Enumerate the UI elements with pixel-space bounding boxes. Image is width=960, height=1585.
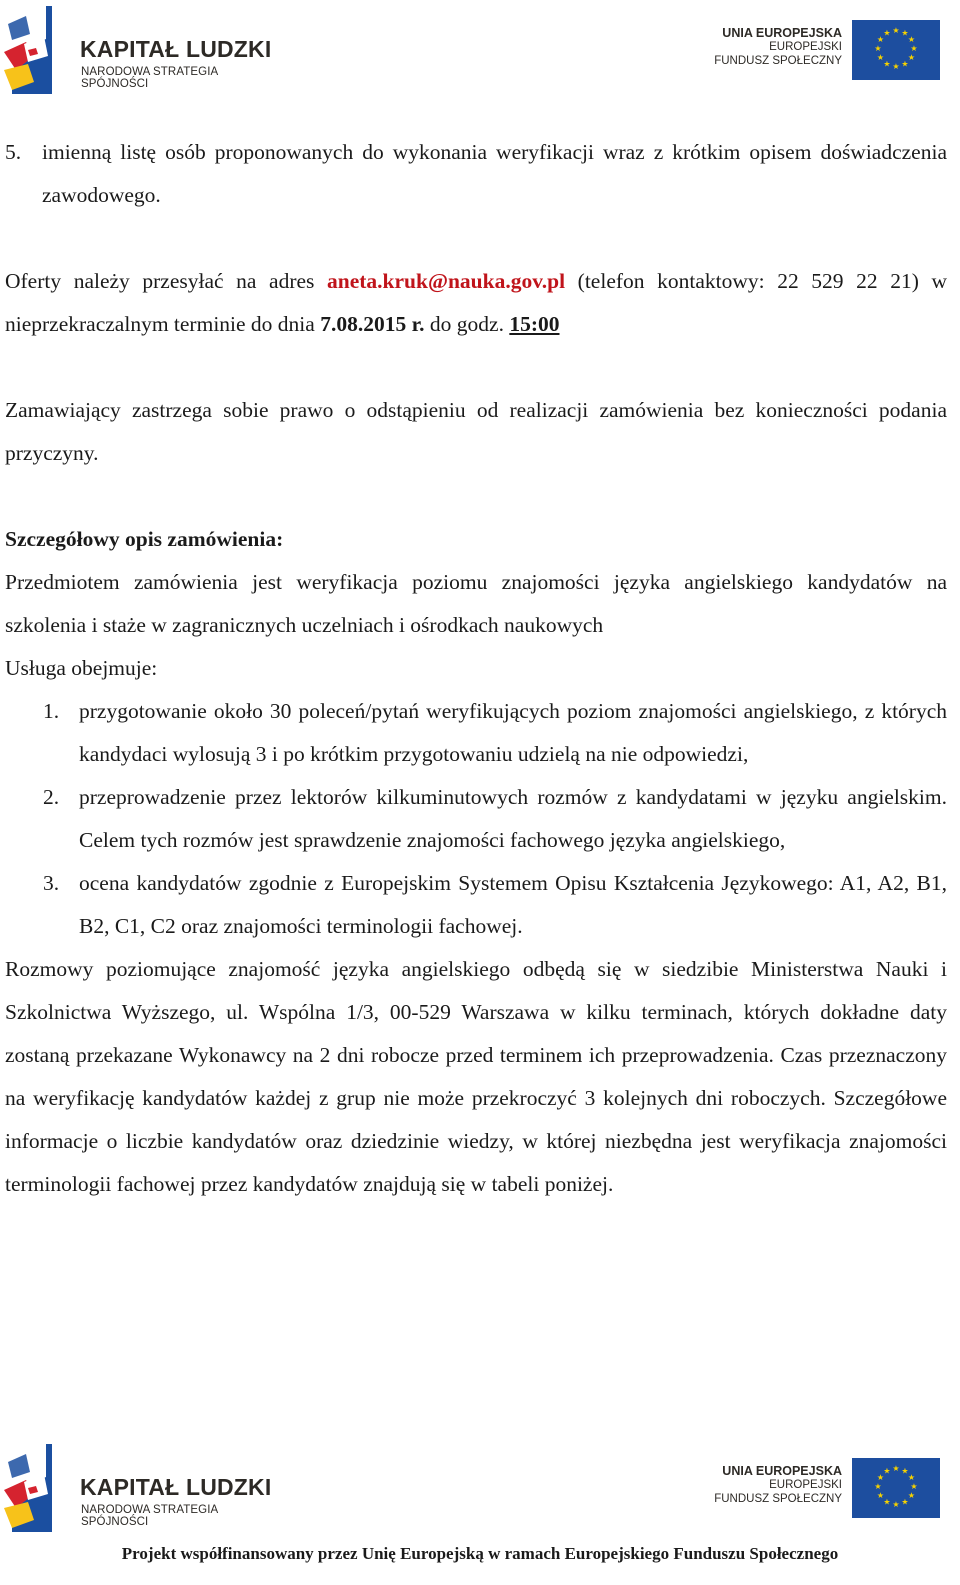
- service-label: Usługa obejmuje:: [5, 656, 158, 680]
- eu-logo-line1: UNIA EUROPEJSKA: [722, 1464, 842, 1478]
- page-footer-logos: [0, 1438, 960, 1538]
- service-item-number: 3.: [43, 871, 60, 895]
- eu-logo-line3: FUNDUSZ SPOŁECZNY: [714, 55, 842, 67]
- svg-text:★: ★: [892, 1500, 900, 1509]
- subject-paragraph: Przedmiotem zamówienia jest weryfikacja poziomu znajomości języka angielskiego kandydatów na szkolenia i staże w zagranicznych uczelniach i ośrodkach naukowych: [5, 570, 947, 637]
- offers-middle: (telefon kontaktowy: 22 529 22 21) w nieprzekraczalnym terminie do dnia: [5, 269, 947, 336]
- svg-text:★: ★: [883, 1497, 891, 1507]
- service-item-text: przygotowanie około 30 poleceń/pytań weryfikujących poziom znajomości angielskiego, z których kandydaci wylosują 3 i po krótkim przygotowaniu udzielą na nie odpowiedzi,: [79, 699, 947, 766]
- offers-paragraph: [5, 260, 947, 346]
- service-item-2: [5, 776, 947, 862]
- kapital-ludzki-emblem-icon: [4, 4, 80, 94]
- svg-text:★: ★: [892, 1464, 900, 1473]
- service-item-text: przeprowadzenie przez lektorów kilkuminutowych rozmów z kandydatami w języku angielskim. Celem tych rozmów jest sprawdzenie znajomości fachowego języka angielskiego,: [79, 785, 947, 852]
- service-item-number: 1.: [43, 699, 60, 723]
- svg-text:★: ★: [907, 35, 916, 44]
- svg-text:★: ★: [876, 35, 885, 44]
- list-item-5: [5, 131, 947, 217]
- eu-logo: [712, 1458, 940, 1518]
- list-item-text: imienną listę osób proponowanych do wykonania weryfikacji wraz z krótkim opisem doświadczenia zawodowego.: [42, 140, 947, 207]
- reservation-paragraph: Zamawiający zastrzega sobie prawo o odstąpieniu od realizacji zamówienia bez konieczności podania przyczyny.: [5, 398, 947, 465]
- kapital-ludzki-title: KAPITAŁ LUDZKI: [80, 36, 272, 62]
- svg-text:★: ★: [901, 1466, 909, 1476]
- service-item-number: 2.: [43, 785, 60, 809]
- cofinancing-note: Projekt współfinansowany przez Unię Europejską w ramach Europejskiego Funduszu Społecznego: [121, 1544, 839, 1563]
- svg-text:★: ★: [876, 1491, 885, 1500]
- contact-email-link[interactable]: aneta.kruk@nauka.gov.pl: [327, 269, 566, 293]
- eu-logo-line2: EUROPEJSKI: [769, 1479, 842, 1491]
- svg-text:★: ★: [892, 26, 900, 35]
- kapital-ludzki-subtitle: NARODOWA STRATEGIA SPÓJNOŚCI: [81, 66, 218, 90]
- eu-flag-icon: [852, 20, 940, 80]
- service-item-text: ocena kandydatów zgodnie z Europejskim Systemem Opisu Kształcenia Językowego: A1, A2, B1, B2, C1, C2 oraz znajomości terminologii fachowej.: [79, 871, 947, 938]
- kapital-ludzki-subtitle: NARODOWA STRATEGIA SPÓJNOŚCI: [81, 1504, 218, 1528]
- svg-text:★: ★: [876, 53, 885, 62]
- svg-text:★: ★: [907, 1473, 916, 1482]
- document-body: [5, 131, 947, 1206]
- svg-text:★: ★: [883, 1466, 891, 1476]
- kapital-ludzki-emblem-icon: [4, 1442, 80, 1532]
- service-item-1: [5, 690, 947, 776]
- svg-text:★: ★: [874, 44, 882, 53]
- svg-text:★: ★: [910, 1482, 918, 1491]
- details-heading: Szczegółowy opis zamówienia:: [5, 527, 284, 551]
- svg-text:★: ★: [876, 1473, 885, 1482]
- svg-text:★: ★: [874, 1482, 882, 1491]
- eu-logo-line1: UNIA EUROPEJSKA: [722, 26, 842, 40]
- svg-text:★: ★: [901, 1497, 909, 1507]
- kapital-ludzki-logo: [4, 1442, 284, 1532]
- svg-text:★: ★: [892, 62, 900, 71]
- eu-logo-line3: FUNDUSZ SPOŁECZNY: [714, 1493, 842, 1505]
- svg-text:★: ★: [883, 59, 891, 69]
- deadline-hour: 15:00: [509, 312, 560, 336]
- offers-to-hour: do godz.: [424, 312, 510, 336]
- svg-text:★: ★: [901, 28, 909, 38]
- svg-text:★: ★: [907, 53, 916, 62]
- offers-prefix: Oferty należy przesyłać na adres: [5, 269, 327, 293]
- eu-logo-text: [714, 1464, 842, 1506]
- page-header: [0, 0, 960, 100]
- eu-logo-text: [714, 26, 842, 68]
- eu-logo-line2: EUROPEJSKI: [769, 41, 842, 53]
- svg-text:★: ★: [883, 28, 891, 38]
- list-item-number: 5.: [5, 140, 22, 164]
- closing-paragraph: Rozmowy poziomujące znajomość języka angielskiego odbędą się w siedzibie Ministerstwa Nauki i Szkolnictwa Wyższego, ul. Wspólna 1/3, 00-529 Warszawa w kilku terminach, których dokładne daty zostaną przekazane Wykonawcy na 2 dni robocze przed terminem ich przeprowadzenia. Czas przeznaczony na weryfikację kandydatów każdej z grup nie może przekroczyć 3 kolejnych dni roboczych. Szczegółowe informacje o liczbie kandydatów oraz dziedzinie wiedzy, w której niezbędna jest weryfikacja znajomości terminologii fachowej przez kandydatów znajdują się w tabeli poniżej.: [5, 957, 947, 1196]
- eu-flag-icon: [852, 1458, 940, 1518]
- service-item-3: [5, 862, 947, 948]
- eu-logo: [712, 20, 940, 80]
- deadline-date: 7.08.2015 r.: [320, 312, 425, 336]
- kapital-ludzki-logo: [4, 4, 284, 94]
- svg-text:★: ★: [907, 1491, 916, 1500]
- svg-text:★: ★: [901, 59, 909, 69]
- kapital-ludzki-title: KAPITAŁ LUDZKI: [80, 1474, 272, 1500]
- svg-text:★: ★: [910, 44, 918, 53]
